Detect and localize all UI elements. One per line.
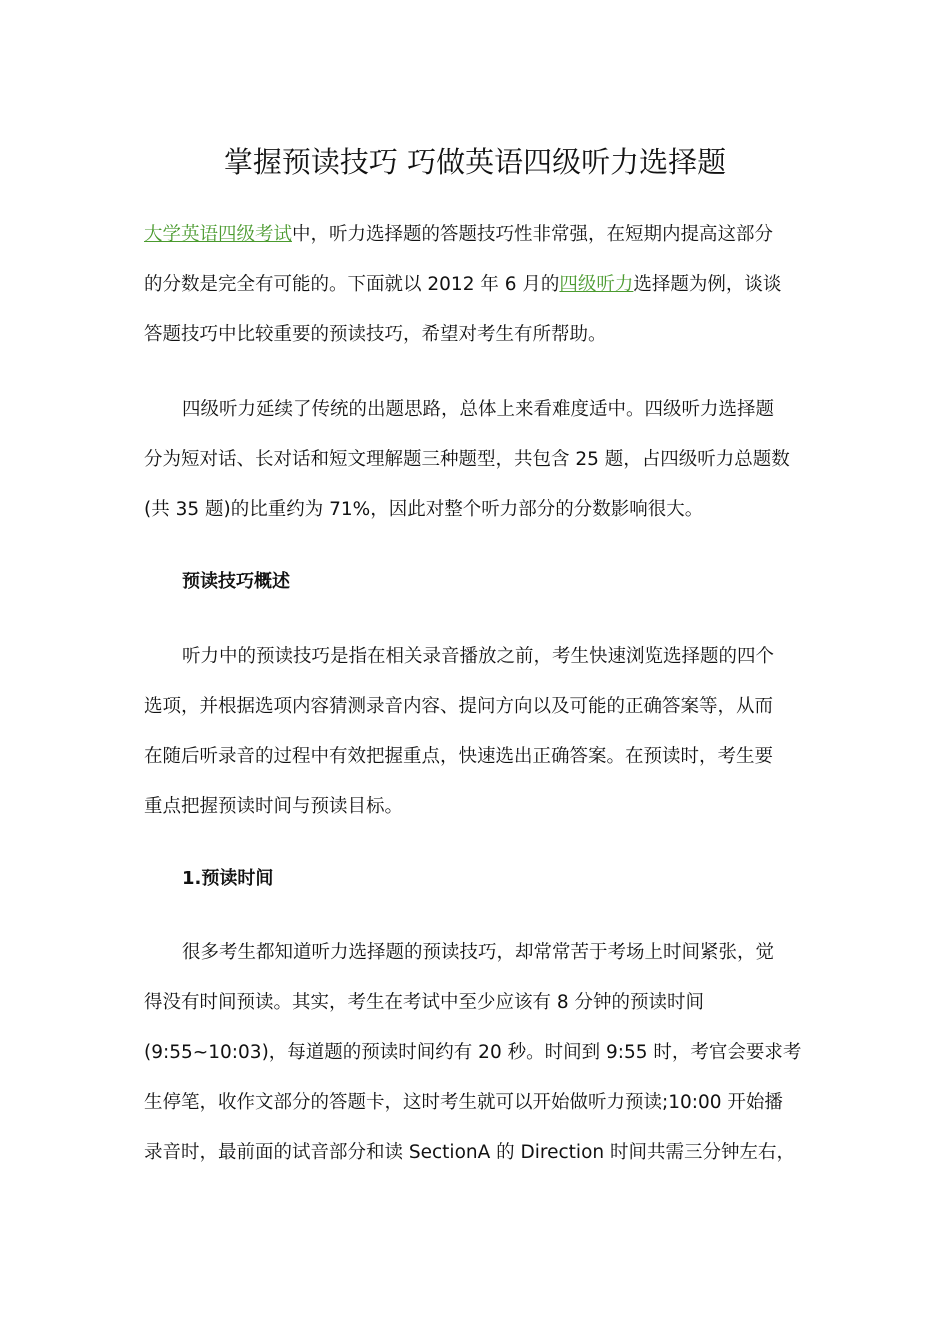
overview-paragraph: [144, 385, 806, 535]
overview-line: 分为短对话、长对话和短文理解题三种题型，共包含 25 题，占四级听力总题数: [144, 449, 790, 470]
intro-line-1: [144, 210, 806, 260]
preread-line: 选项，并根据选项内容猜测录音内容、提问方向以及可能的正确答案等，从而: [144, 696, 774, 717]
preread-time-line: 录音时，最前面的试音部分和读 SectionA 的 Direction 时间共需三分钟左右，: [144, 1142, 795, 1163]
overview-line: (共 35 题)的比重约为 71%，因此对整个听力部分的分数影响很大。: [144, 499, 704, 520]
intro-paragraph: [144, 210, 806, 360]
link-cet4-listening[interactable]: 四级听力: [559, 274, 634, 295]
intro-text-4: 答题技巧中比较重要的预读技巧，希望对考生有所帮助。: [144, 324, 607, 345]
preread-line: 听力中的预读技巧是指在相关录音播放之前，考生快速浏览选择题的四个: [182, 646, 775, 667]
preread-time-line: (9:55~10:03)，每道题的预读时间约有 20 秒。时间到 9:55 时，考官会要求考: [144, 1042, 802, 1063]
intro-text-2: 的分数是完全有可能的。下面就以 2012 年 6 月的: [144, 274, 560, 295]
overview-line: 四级听力延续了传统的出题思路，总体上来看难度适中。四级听力选择题: [182, 399, 775, 420]
preread-time-line: 很多考生都知道听力选择题的预读技巧，却常常苦于考场上时间紧张，觉: [182, 942, 775, 963]
document-title: 掌握预读技巧 巧做英语四级听力选择题: [223, 145, 727, 179]
intro-line-2: [144, 260, 806, 310]
preread-time-line: 得没有时间预读。其实，考生在考试中至少应该有 8 分钟的预读时间: [144, 992, 705, 1013]
link-cet4-exam[interactable]: 大学英语四级考试: [144, 224, 293, 245]
preread-time-paragraph: [144, 928, 806, 1178]
section-heading-preread-overview: 预读技巧概述: [182, 571, 290, 592]
section-heading-preread-time: 1.预读时间: [182, 868, 274, 889]
preread-line: 重点把握预读时间与预读目标。: [144, 796, 404, 817]
intro-line-3: [144, 310, 806, 360]
preread-paragraph: [144, 632, 806, 832]
intro-text-1: 中，听力选择题的答题技巧性非常强，在短期内提高这部分: [292, 224, 774, 245]
preread-time-line: 生停笔，收作文部分的答题卡，这时考生就可以开始做听力预读;10:00 开始播: [144, 1092, 783, 1113]
preread-line: 在随后听录音的过程中有效把握重点，快速选出正确答案。在预读时，考生要: [144, 746, 774, 767]
intro-text-3: 选择题为例，谈谈: [633, 274, 782, 295]
